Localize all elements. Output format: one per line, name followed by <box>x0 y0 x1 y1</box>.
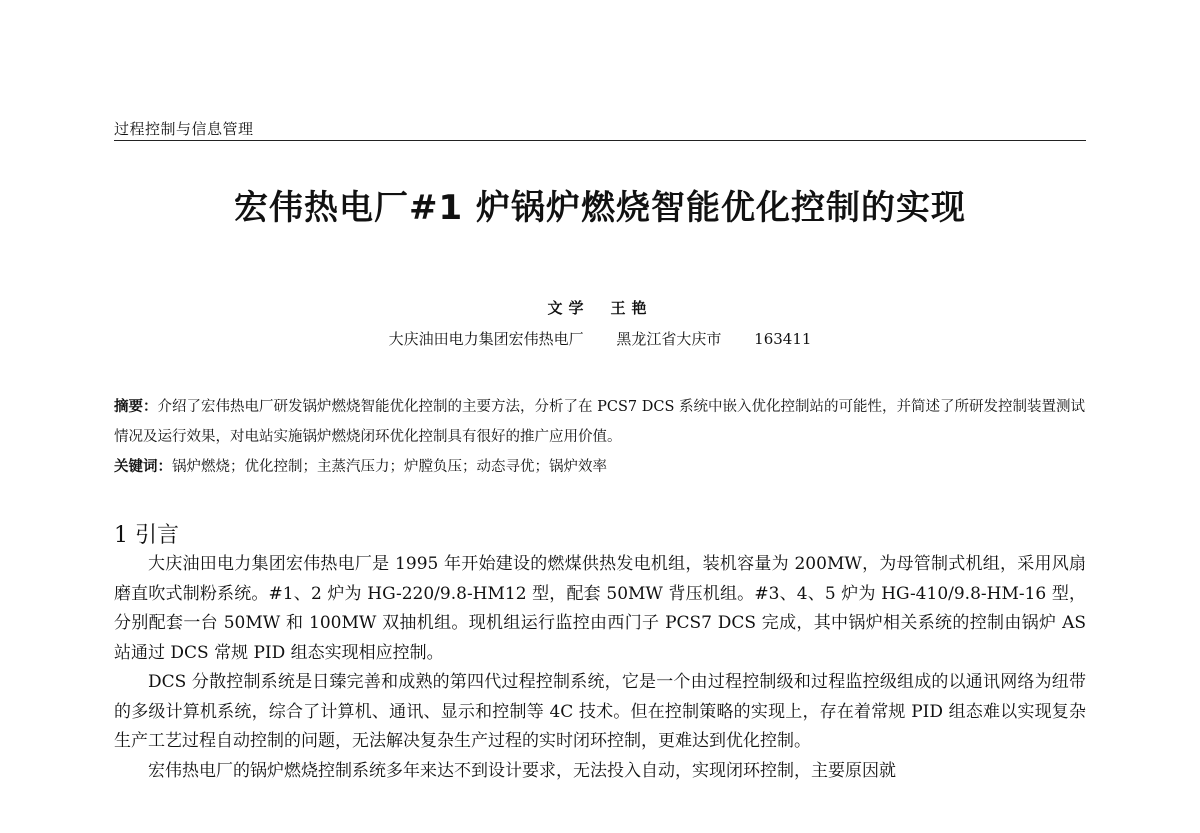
affiliation <box>0 328 1200 349</box>
affiliation-location: 黑龙江省大庆市 <box>616 330 722 348</box>
keywords-text: 锅炉燃烧；优化控制；主蒸汽压力；炉膛负压；动态寻优；锅炉效率 <box>172 459 607 475</box>
affiliation-org: 大庆油田电力集团宏伟热电厂 <box>388 330 584 348</box>
body-paragraph: 宏伟热电厂的锅炉燃烧控制系统多年来达不到设计要求，无法投入自动，实现闭环控制，主要原因就 <box>148 760 896 781</box>
body-paragraph: 大庆油田电力集团宏伟热电厂是 1995 年开始建设的燃煤供热发电机组，装机容量为 200MW，为母管制式机组，采用风扇磨直吹式制粉系统。#1、2 炉为 HG-220/9.8-HM12 型，配套 50MW 背压机组。#3、4、5 炉为 HG-410/9.8-HM-16 型，分别配套一台 50MW 和 100MW 双抽机组。现机组运行监控由西门子 PCS7 DCS 完成，其中锅炉相关系统的控制由锅炉 AS 站通过 DCS 常规 PID 组态实现相应控制。 <box>114 554 1086 663</box>
body-paragraph: DCS 分散控制系统是日臻完善和成熟的第四代过程控制系统，它是一个由过程控制级和过程监控级组成的以通讯网络为纽带的多级计算机系统，综合了计算机、通讯、显示和控制等 4C 技术。但在控制策略的实现上，存在着常规 PID 组态难以实现复杂生产工艺过程自动控制的问题，无法解决复杂生产过程的实时闭环控制，更难达到优化控制。 <box>114 672 1086 751</box>
affiliation-postcode: 163411 <box>754 330 812 348</box>
section-heading: 1 引言 <box>114 523 179 548</box>
keywords-label: 关键词： <box>114 458 172 475</box>
abstract <box>114 392 1086 452</box>
journal-section-header: 过程控制与信息管理 <box>114 120 254 138</box>
section-body <box>114 550 1086 786</box>
abstract-label: 摘要： <box>114 398 158 415</box>
keywords <box>114 455 1086 476</box>
abstract-text: 介绍了宏伟热电厂研发锅炉燃烧智能优化控制的主要方法，分析了在 PCS7 DCS 系统中嵌入优化控制站的可能性，并简述了所研发控制装置测试情况及运行效果，对电站实施锅炉燃烧闭环优化控制具有很好的推广应用价值。 <box>114 399 1085 445</box>
authors: 文学 王艳 <box>547 299 653 317</box>
header-rule <box>114 140 1086 141</box>
article-title: 宏伟热电厂#1 炉锅炉燃烧智能优化控制的实现 <box>234 188 966 228</box>
